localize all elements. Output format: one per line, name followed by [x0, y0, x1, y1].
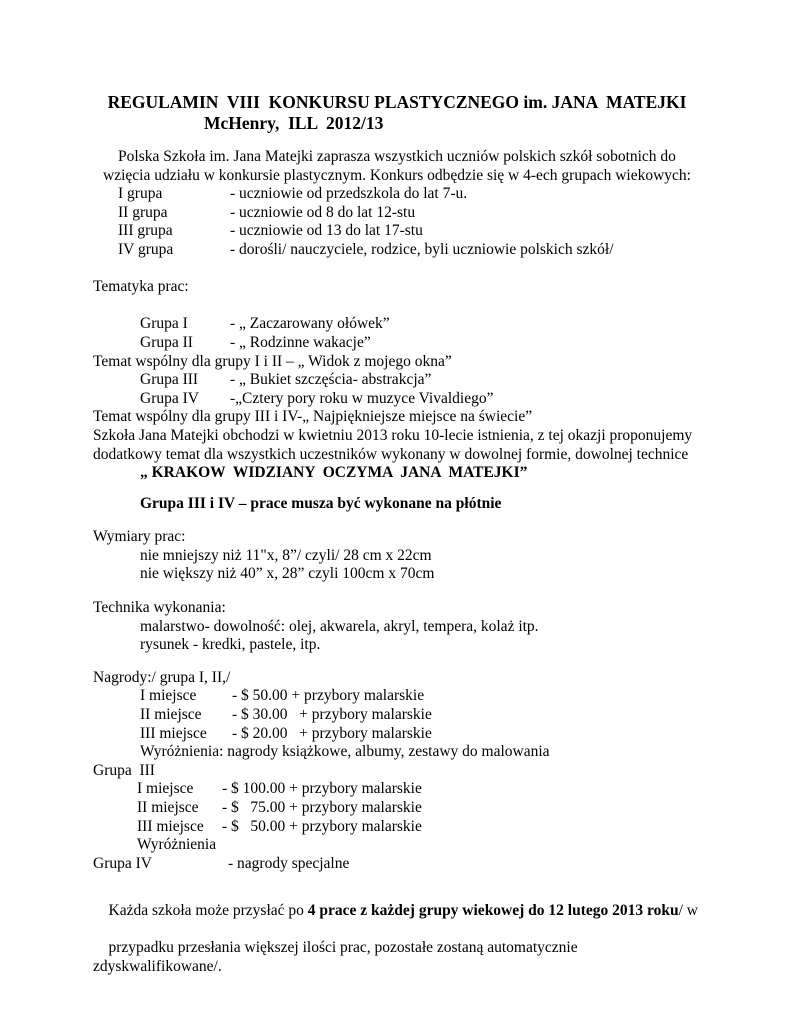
- prizes-group3-heading: Grupa III: [93, 761, 155, 779]
- submission-rule-paragraph: [93, 883, 701, 995]
- prize-desc: - $ 100.00 + przybory malarskie: [222, 780, 422, 798]
- common-theme-groups-3-4: Temat wspólny dla grupy III i IV-„ Najpiękniejsze miejsce na świecie”: [93, 408, 533, 426]
- theme-label: Grupa I: [140, 315, 188, 333]
- spacer: [93, 655, 701, 669]
- dimensions-heading: Wymiary prac:: [93, 528, 186, 546]
- common-theme-groups-1-2: Temat wspólny dla grupy I i II – „ Widok z mojego okna”: [93, 352, 452, 370]
- anniversary-line-2: dodatkowy temat dla wszystkich uczestników wykonany w dowolnej formie, dowolnej technice: [93, 445, 689, 463]
- prize-group-label: Grupa IV: [93, 854, 152, 872]
- prize-desc: - $ 50.00 + przybory malarskie: [232, 687, 425, 705]
- prize-place-label: III miejsce: [137, 817, 204, 835]
- dimensions-min: nie mniejszy niż 11"x, 8”/ czyli/ 28 cm x 22cm: [140, 546, 432, 564]
- prize-desc: - $ 50.00 + przybory malarskie: [222, 817, 422, 835]
- age-group-row-4: [93, 241, 701, 260]
- prize-row-g3-second: [93, 799, 701, 818]
- spacer: [93, 873, 701, 883]
- prize-row-g3-third: [93, 818, 701, 837]
- technique-heading: Technika wykonania:: [93, 599, 226, 617]
- document-title-line-2: McHenry, ILL 2012/13: [204, 113, 384, 133]
- themes-heading: Tematyka prac:: [93, 278, 189, 296]
- prize-desc: - nagrody specjalne: [228, 854, 350, 872]
- prize-desc: - $ 75.00 + przybory malarskie: [222, 799, 422, 816]
- prize-desc: - $ 30.00 + przybory malarskie: [232, 706, 432, 724]
- theme-desc: - „ Bukiet szczęścia- abstrakcja”: [230, 371, 432, 389]
- theme-desc: - „ Rodzinne wakacje”: [230, 333, 371, 351]
- theme-row-group-1: [93, 315, 701, 334]
- spacer: [93, 513, 701, 528]
- submission-rule-line-2: przypadku przesłania większej ilości prac, pozostałe zostaną automatycznie zdyskwalifikowane/.: [93, 939, 582, 975]
- theme-row-group-3: [93, 371, 701, 390]
- prize-place-label: II miejsce: [140, 706, 202, 724]
- age-group-desc: - dorośli/ nauczyciele, rodzice, byli uczniowie polskich szkół/: [230, 240, 614, 258]
- special-theme-title: „ KRAKOW WIDZIANY OCZYMA JANA MATEJKI”: [140, 464, 528, 482]
- prize-place-label: II miejsce: [137, 799, 199, 816]
- anniversary-line-1: Szkoła Jana Matejki obchodzi w kwietniu 2013 roku 10-lecie istnienia, z tej okazji proponujemy: [93, 426, 693, 444]
- prize-place-label: I miejsce: [140, 687, 197, 705]
- prize-place-label: III miejsce: [140, 724, 207, 742]
- spacer: [93, 260, 701, 279]
- prize-row-g3-first: [93, 780, 701, 799]
- theme-row-group-2: [93, 334, 701, 353]
- prize-row-group-4: [93, 855, 701, 874]
- technique-drawing: rysunek - kredki, pastele, itp.: [140, 636, 321, 654]
- intro-line-2: wzięcia udziału w konkursie plastycznym. Konkurs odbędzie się w 4-ech grupach wiekowych:: [103, 166, 691, 184]
- age-group-label: II grupa: [118, 203, 168, 221]
- age-group-desc: - uczniowie od przedszkola do lat 7-u.: [230, 185, 468, 203]
- submission-rule-deadline: 4 prace z każdej grupy wiekowej do 12 lutego 2013 roku: [307, 901, 679, 919]
- submission-rule-pre: Każda szkoła może przysłać po: [108, 901, 308, 919]
- spacer: [93, 584, 701, 599]
- intro-line-1: Polska Szkoła im. Jana Matejki zaprasza wszystkich uczniów polskich szkół sobotnich do: [118, 148, 676, 165]
- age-group-desc: - uczniowie od 13 do lat 17-stu: [230, 222, 423, 240]
- age-group-desc: - uczniowie od 8 do lat 12-stu: [230, 203, 416, 221]
- prize-desc: - $ 20.00 + przybory malarskie: [232, 724, 432, 742]
- age-group-row-2: [93, 204, 701, 223]
- theme-label: Grupa III: [140, 371, 199, 389]
- technique-painting: malarstwo- dowolność: olej, akwarela, akryl, tempera, kolaż itp.: [140, 617, 539, 635]
- prize-row-g12-first: [93, 687, 701, 706]
- honorable-mentions-g3: Wyróżnienia: [137, 836, 217, 854]
- age-group-row-1: [93, 185, 701, 204]
- spacer: [93, 134, 701, 148]
- prize-place-label: I miejsce: [137, 780, 194, 798]
- theme-desc: - „ Zaczarowany ołówek”: [230, 315, 390, 333]
- prize-row-g12-second: [93, 706, 701, 725]
- prize-row-g12-third: [93, 725, 701, 744]
- age-group-row-3: [93, 222, 701, 241]
- theme-desc: -„Cztery pory roku w muzyce Vivaldiego”: [230, 389, 494, 407]
- dimensions-max: nie większy niż 40” x, 28” czyli 100cm x 70cm: [140, 565, 435, 583]
- submission-rule-post: / w: [678, 901, 698, 919]
- theme-label: Grupa IV: [140, 389, 199, 407]
- spacer: [93, 297, 701, 316]
- document-title-line-1: REGULAMIN VIII KONKURSU PLASTYCZNEGO im. JANA MATEJKI: [107, 92, 687, 112]
- canvas-requirement-note: Grupa III i IV – prace musza być wykonane na płótnie: [140, 494, 502, 512]
- spacer: [93, 483, 701, 495]
- prizes-heading: Nagrody:/ grupa I, II,/: [93, 668, 231, 686]
- honorable-mentions-g12: Wyróżnienia: nagrody książkowe, albumy, zestawy do malowania: [140, 743, 550, 761]
- age-group-label: IV grupa: [118, 240, 174, 258]
- theme-label: Grupa II: [140, 333, 193, 351]
- age-group-label: III grupa: [118, 222, 173, 240]
- age-group-label: I grupa: [118, 185, 163, 203]
- theme-row-group-4: [93, 390, 701, 409]
